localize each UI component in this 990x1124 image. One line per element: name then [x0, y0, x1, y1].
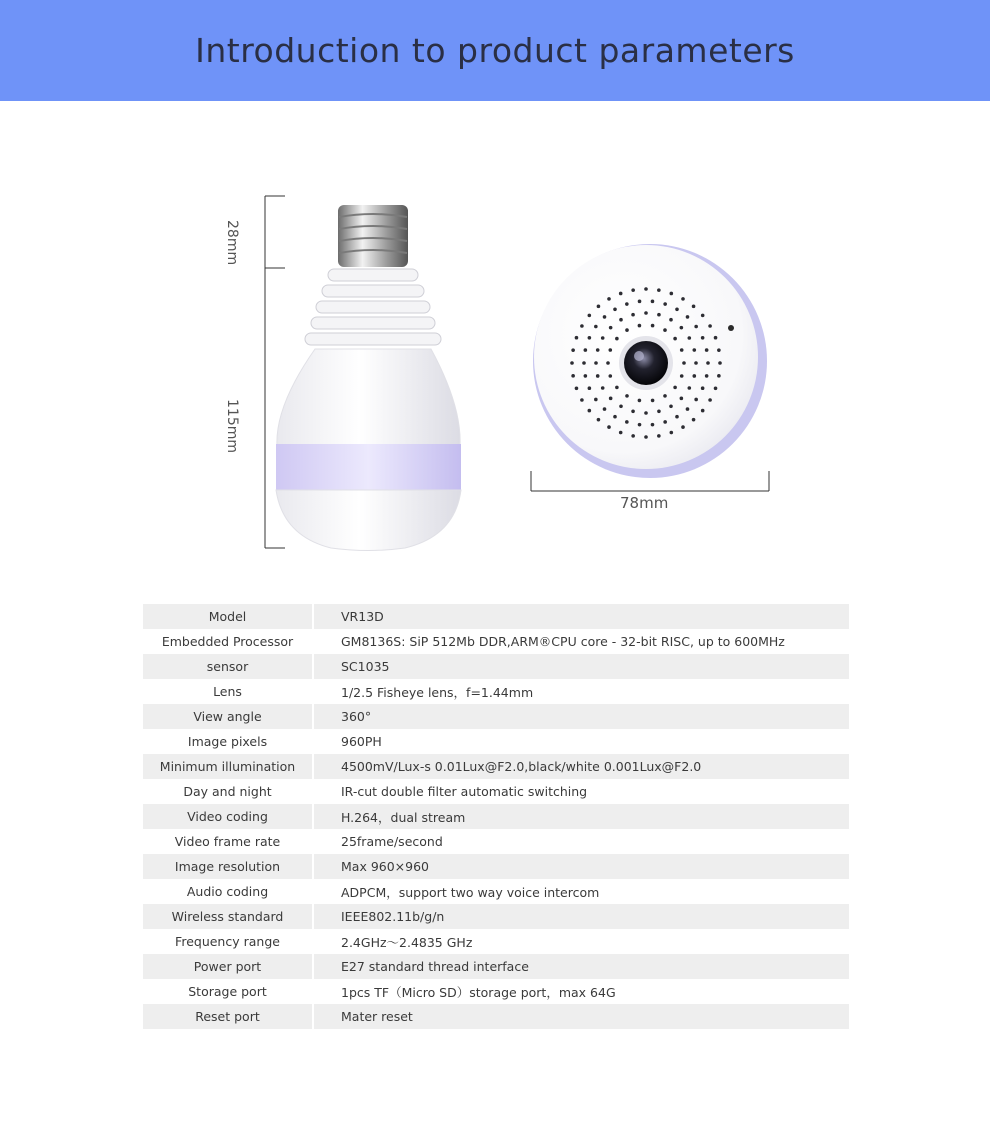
speaker-hole — [631, 434, 635, 438]
speaker-hole — [714, 387, 718, 391]
speaker-hole — [675, 308, 679, 312]
spec-key: View angle — [143, 704, 313, 729]
spec-value: 1/2.5 Fisheye lens，f=1.44mm — [341, 684, 534, 700]
speaker-hole — [625, 302, 629, 306]
speaker-hole — [680, 374, 684, 378]
speaker-hole — [613, 415, 617, 419]
speaker-hole — [575, 336, 579, 340]
speaker-hole — [607, 297, 611, 301]
spec-key: Image pixels — [143, 729, 313, 754]
spec-value: GM8136S: SiP 512Mb DDR,ARM®CPU core - 32-bit RISC, up to 600MHz — [341, 634, 785, 649]
speaker-hole — [651, 423, 655, 427]
speaker-hole — [701, 409, 705, 413]
spec-key: Frequency range — [143, 929, 313, 954]
speaker-hole — [582, 361, 586, 365]
speaker-hole — [705, 374, 709, 378]
speaker-hole — [673, 337, 677, 341]
spec-row — [143, 704, 849, 729]
spec-key: Video frame rate — [143, 829, 313, 854]
speaker-hole — [657, 409, 661, 413]
spec-table — [143, 604, 849, 1029]
speaker-hole — [680, 348, 684, 352]
speaker-hole — [594, 398, 598, 402]
speaker-hole — [608, 374, 612, 378]
spec-key: Power port — [143, 954, 313, 979]
spec-value: IEEE802.11b/g/n — [313, 904, 849, 929]
speaker-hole — [682, 361, 686, 365]
speaker-hole — [597, 305, 601, 309]
speaker-hole — [651, 324, 655, 328]
speaker-hole — [613, 308, 617, 312]
speaker-hole — [615, 386, 619, 390]
spec-value: 1pcs TF（Micro SD）storage port，max 64G — [341, 984, 616, 1000]
speaker-hole — [594, 361, 598, 365]
speaker-hole — [651, 399, 655, 403]
speaker-hole — [717, 348, 721, 352]
speaker-hole — [681, 425, 685, 429]
speaker-hole — [692, 305, 696, 309]
speaker-hole — [717, 374, 721, 378]
speaker-hole — [588, 386, 592, 390]
spec-key: Embedded Processor — [143, 629, 313, 654]
speaker-hole — [669, 318, 673, 322]
speaker-hole — [625, 328, 629, 332]
spec-row — [143, 804, 849, 829]
speaker-hole — [675, 415, 679, 419]
speaker-hole — [631, 313, 635, 317]
spec-row — [143, 979, 849, 1004]
speaker-hole — [657, 288, 661, 292]
speaker-hole — [584, 374, 588, 378]
speaker-hole — [588, 336, 592, 340]
speaker-hole — [694, 398, 698, 402]
bulb-top-view — [525, 241, 775, 501]
speaker-hole — [644, 411, 648, 415]
speaker-hole — [657, 313, 661, 317]
speaker-hole — [708, 398, 712, 402]
spec-key: sensor — [143, 654, 313, 679]
spec-row — [143, 754, 849, 779]
speaker-hole — [580, 398, 584, 402]
speaker-hole — [570, 361, 574, 365]
spec-row — [143, 679, 849, 704]
speaker-hole — [609, 326, 613, 330]
spec-value: Max 960×960 — [313, 854, 849, 879]
speaker-hole — [663, 302, 667, 306]
speaker-hole — [606, 361, 610, 365]
spec-value: 25frame/second — [341, 834, 443, 849]
spec-value: E27 standard thread interface — [313, 954, 849, 979]
speaker-hole — [601, 386, 605, 390]
spec-value: 4500mV/Lux-s 0.01Lux@F2.0,black/white 0.001Lux@F2.0 — [313, 754, 849, 779]
speaker-hole — [708, 324, 712, 328]
speaker-hole — [594, 325, 598, 329]
speaker-hole — [588, 409, 592, 413]
spec-value: VR13D — [313, 604, 849, 629]
speaker-hole — [663, 420, 667, 424]
speaker-hole — [694, 325, 698, 329]
spec-row — [143, 654, 849, 679]
speaker-hole — [670, 292, 674, 296]
spec-key: Storage port — [143, 979, 313, 1004]
speaker-hole — [705, 348, 709, 352]
spec-key: Video coding — [143, 804, 313, 829]
spec-row — [143, 729, 849, 754]
diameter-label: 78mm — [620, 494, 669, 512]
speaker-hole — [651, 300, 655, 304]
product-illustration — [0, 101, 990, 601]
speaker-hole — [596, 374, 600, 378]
speaker-hole — [688, 386, 692, 390]
speaker-hole — [638, 423, 642, 427]
speaker-hole — [644, 287, 648, 291]
speaker-hole — [619, 292, 623, 296]
speaker-hole — [601, 336, 605, 340]
speaker-hole — [694, 361, 698, 365]
speaker-hole — [680, 326, 684, 330]
speaker-hole — [580, 324, 584, 328]
speaker-hole — [619, 431, 623, 435]
speaker-hole — [607, 425, 611, 429]
speaker-hole — [692, 374, 696, 378]
spec-row — [143, 779, 849, 804]
speaker-hole — [619, 405, 623, 409]
speaker-hole — [686, 315, 690, 319]
speaker-hole — [706, 361, 710, 365]
spec-row — [143, 604, 849, 629]
spec-key: Audio coding — [143, 879, 313, 904]
speaker-hole — [571, 348, 575, 352]
speaker-hole — [615, 337, 619, 341]
speaker-hole — [670, 431, 674, 435]
spec-row — [143, 954, 849, 979]
speaker-hole — [588, 314, 592, 318]
spec-key: Lens — [143, 679, 313, 704]
spec-value: IR-cut double filter automatic switching — [341, 784, 588, 799]
spec-row — [143, 879, 849, 904]
speaker-hole — [688, 336, 692, 340]
speaker-hole — [638, 324, 642, 328]
speaker-hole — [701, 314, 705, 318]
speaker-hole — [680, 397, 684, 401]
spec-value: 360° — [313, 704, 849, 729]
speaker-hole — [597, 418, 601, 422]
spec-key: Reset port — [143, 1004, 313, 1029]
spec-value: H.264，dual stream — [313, 804, 849, 829]
spec-value: Mater reset — [313, 1004, 849, 1029]
speaker-hole — [625, 394, 629, 398]
speaker-hole — [718, 361, 722, 365]
speaker-hole — [631, 288, 635, 292]
speaker-hole — [714, 336, 718, 340]
speaker-hole — [701, 336, 705, 340]
speaker-hole — [575, 387, 579, 391]
spec-row — [143, 854, 849, 879]
speaker-hole — [673, 386, 677, 390]
speaker-hole — [608, 348, 612, 352]
spec-value: ADPCM，support two way voice intercom — [341, 884, 600, 900]
header-banner — [0, 0, 990, 101]
speaker-hole — [644, 435, 648, 439]
spec-key: Day and night — [143, 779, 313, 804]
speaker-hole — [663, 394, 667, 398]
cap-height-label: 28mm — [224, 220, 240, 266]
spec-row — [143, 829, 849, 854]
spec-key: Wireless standard — [143, 904, 313, 929]
speaker-hole — [686, 407, 690, 411]
spec-key: Minimum illumination — [143, 754, 313, 779]
spec-key: Image resolution — [143, 854, 313, 879]
page-title: Introduction to product parameters — [195, 31, 795, 70]
speaker-hole — [571, 374, 575, 378]
speaker-hole — [701, 386, 705, 390]
speaker-hole — [638, 300, 642, 304]
speaker-hole — [596, 348, 600, 352]
speaker-hole — [638, 399, 642, 403]
spec-row — [143, 929, 849, 954]
spec-row — [143, 629, 849, 654]
speaker-hole — [625, 420, 629, 424]
spec-row — [143, 1004, 849, 1029]
speaker-hole — [631, 409, 635, 413]
speaker-hole — [584, 348, 588, 352]
speaker-hole — [644, 311, 648, 315]
spec-value: 960PH — [341, 734, 382, 749]
speaker-hole — [619, 318, 623, 322]
body-height-label: 115mm — [224, 399, 240, 453]
spec-key: Model — [143, 604, 313, 629]
spec-value: 2.4GHz～2.4835 GHz — [341, 934, 473, 950]
speaker-hole — [603, 407, 607, 411]
speaker-hole — [657, 434, 661, 438]
speaker-hole — [669, 405, 673, 409]
speaker-hole — [692, 348, 696, 352]
spec-row — [143, 904, 849, 929]
speaker-hole — [681, 297, 685, 301]
spec-value: SC1035 — [313, 654, 849, 679]
speaker-hole — [603, 315, 607, 319]
speaker-hole — [692, 418, 696, 422]
bulb-side-view — [255, 191, 475, 561]
speaker-hole — [663, 328, 667, 332]
speaker-hole — [609, 397, 613, 401]
